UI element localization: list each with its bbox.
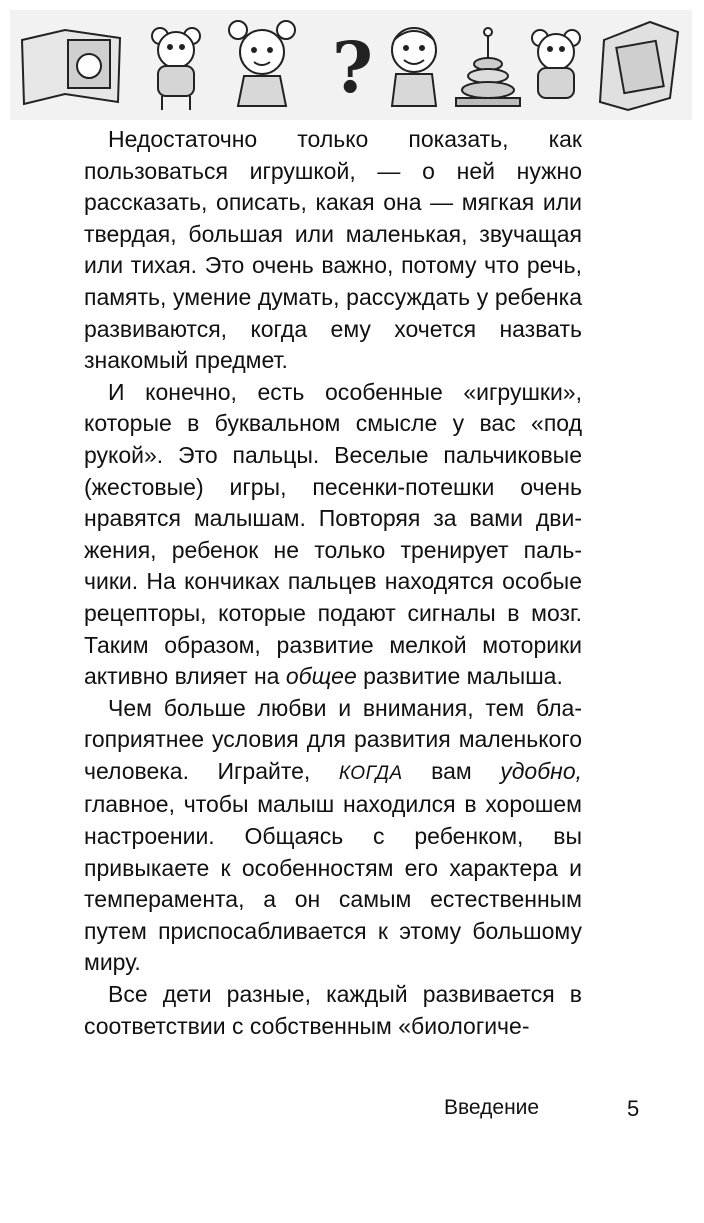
teddy-bear-icon — [532, 30, 580, 98]
text-segment: Чем больше любви и внимания, тем благоприятнее условия для развития маленького человека. Играйте, — [84, 694, 582, 784]
question-mark-icon — [332, 26, 373, 109]
emphasis-text: общее — [285, 663, 357, 690]
teddy-bear-icon — [152, 28, 200, 110]
paragraph — [84, 693, 582, 979]
header-illustration — [10, 10, 692, 120]
text-segment: развитие малыша. — [356, 663, 563, 690]
boy-doll-icon — [392, 28, 436, 106]
text-segment: И конечно, есть особенные «игрушки», которые в буквальном смысле у вас «под рукой». Это пальцы. Веселые пальчиковые (жестовые) игры, песенки-потешки очень нравятся малышам. Повторяя за вами движения, ребенок не только тренирует пальчики. На кончиках пальцев находятся особые рецепторы, которые подают сигналы в мозг. Таким образом, развитие мелкой моторики активно влияет на — [84, 378, 582, 690]
paragraph — [84, 124, 582, 377]
running-footer-section: Введение — [444, 1096, 540, 1119]
book-icon — [22, 30, 120, 104]
text-segment: КОГДА — [338, 762, 403, 784]
girl-doll-icon — [229, 21, 295, 106]
paragraph — [84, 377, 582, 693]
book-icon — [600, 22, 678, 110]
ring-pyramid-icon — [456, 28, 520, 106]
text-segment: вам — [402, 757, 501, 784]
page-number: 5 — [627, 1096, 640, 1121]
text-segment: Недостаточно только показать, как пользоваться игрушкой, — о ней нужно рассказать, описать, какая она — мягкая или твердая, большая или маленькая, звучащая или тихая. Это очень важно, потому что речь, память, умение думать, рассуждать у ребенка развиваются, когда ему хочется назвать знакомый предмет. — [84, 126, 582, 374]
emphasis-text: удобно, — [500, 757, 582, 784]
text-segment: Все дети разные, каждый развивается в соответствии с собственным «биологиче- — [84, 981, 582, 1039]
paragraph — [84, 979, 582, 1042]
body-text — [84, 124, 582, 1042]
svg-text:?: ? — [332, 26, 374, 109]
text-segment: главное, чтобы малыш находился в хорошем настроении. Общаясь с ребенком, вы привыкаете к особенностям его характера и темперамента, а он самым естественным путем приспосабливается к этому большому миру. — [84, 791, 582, 976]
